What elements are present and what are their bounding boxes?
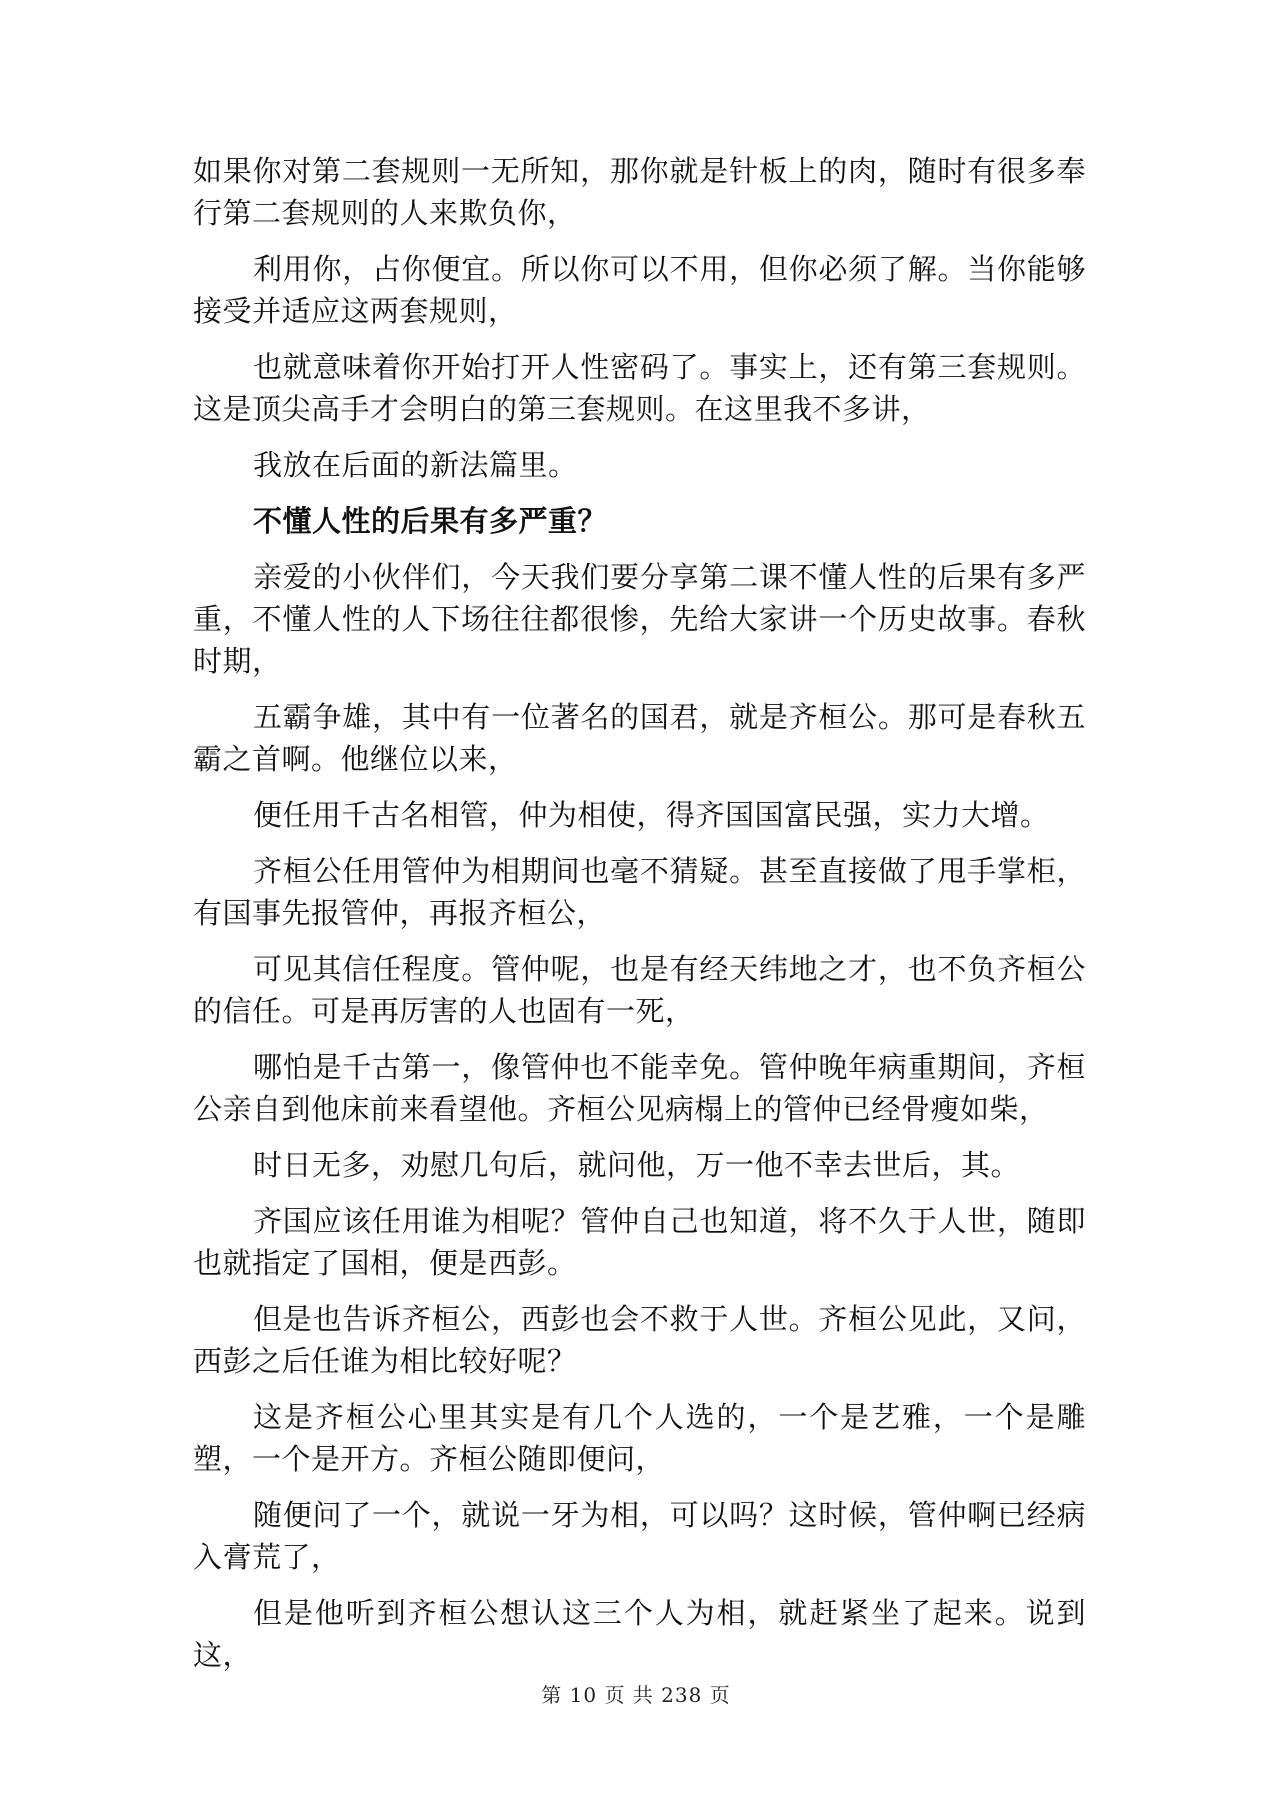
paragraph-8: 齐桓公任用管仲为相期间也毫不猜疑。甚至直接做了甩手掌柜，有国事先报管仲，再报齐桓公， [193, 854, 1086, 930]
paragraph-12: 齐国应该任用谁为相呢？管仲自己也知道，将不久于人世，随即也就指定了国相，便是西彭。 [193, 1204, 1086, 1280]
paragraph-5: 亲爱的小伙伴们，今天我们要分享第二课不懂人性的后果有多严重，不懂人性的人下场往往都很惨，先给大家讲一个历史故事。春秋时期， [193, 560, 1086, 678]
section-heading: 不懂人性的后果有多严重？ [253, 504, 608, 538]
paragraph-6: 五霸争雄，其中有一位著名的国君，就是齐桓公。那可是春秋五霸之首啊。他继位以来， [193, 700, 1086, 776]
paragraph-14: 这是齐桓公心里其实是有几个人选的，一个是艺雅，一个是雕塑，一个是开方。齐桓公随即便问， [193, 1400, 1086, 1476]
paragraph-9: 可见其信任程度。管仲呢，也是有经天纬地之才，也不负齐桓公的信任。可是再厉害的人也固有一死， [193, 952, 1086, 1028]
paragraph-2: 利用你，占你便宜。所以你可以不用，但你必须了解。当你能够接受并适应这两套规则， [193, 252, 1086, 328]
paragraph-15: 随便问了一个，就说一牙为相，可以吗？这时候，管仲啊已经病入膏荒了， [193, 1498, 1086, 1574]
paragraph-11: 时日无多，劝慰几句后，就问他，万一他不幸去世后，其。 [253, 1148, 1021, 1182]
paragraph-3: 也就意味着你开始打开人性密码了。事实上，还有第三套规则。这是顶尖高手才会明白的第三套规则。在这里我不多讲， [193, 350, 1086, 426]
paragraph-13: 但是也告诉齐桓公，西彭也会不救于人世。齐桓公见此，又问，西彭之后任谁为相比较好呢？ [193, 1302, 1086, 1378]
paragraph-16: 但是他听到齐桓公想认这三个人为相，就赶紧坐了起来。说到这， [193, 1596, 1086, 1672]
paragraph-1: 如果你对第二套规则一无所知，那你就是针板上的肉，随时有很多奉行第二套规则的人来欺负你， [193, 154, 1086, 230]
paragraph-10: 哪怕是千古第一，像管仲也不能幸免。管仲晚年病重期间，齐桓公亲自到他床前来看望他。齐桓公见病榻上的管仲已经骨瘦如柴， [193, 1050, 1086, 1126]
paragraph-4: 我放在后面的新法篇里。 [253, 448, 578, 482]
page-content [193, 150, 1086, 1690]
page-number-footer: 第 10 页 共 238 页 [541, 1683, 731, 1707]
paragraph-7: 便任用千古名相管，仲为相使，得齐国国富民强，实力大增。 [253, 798, 1050, 832]
